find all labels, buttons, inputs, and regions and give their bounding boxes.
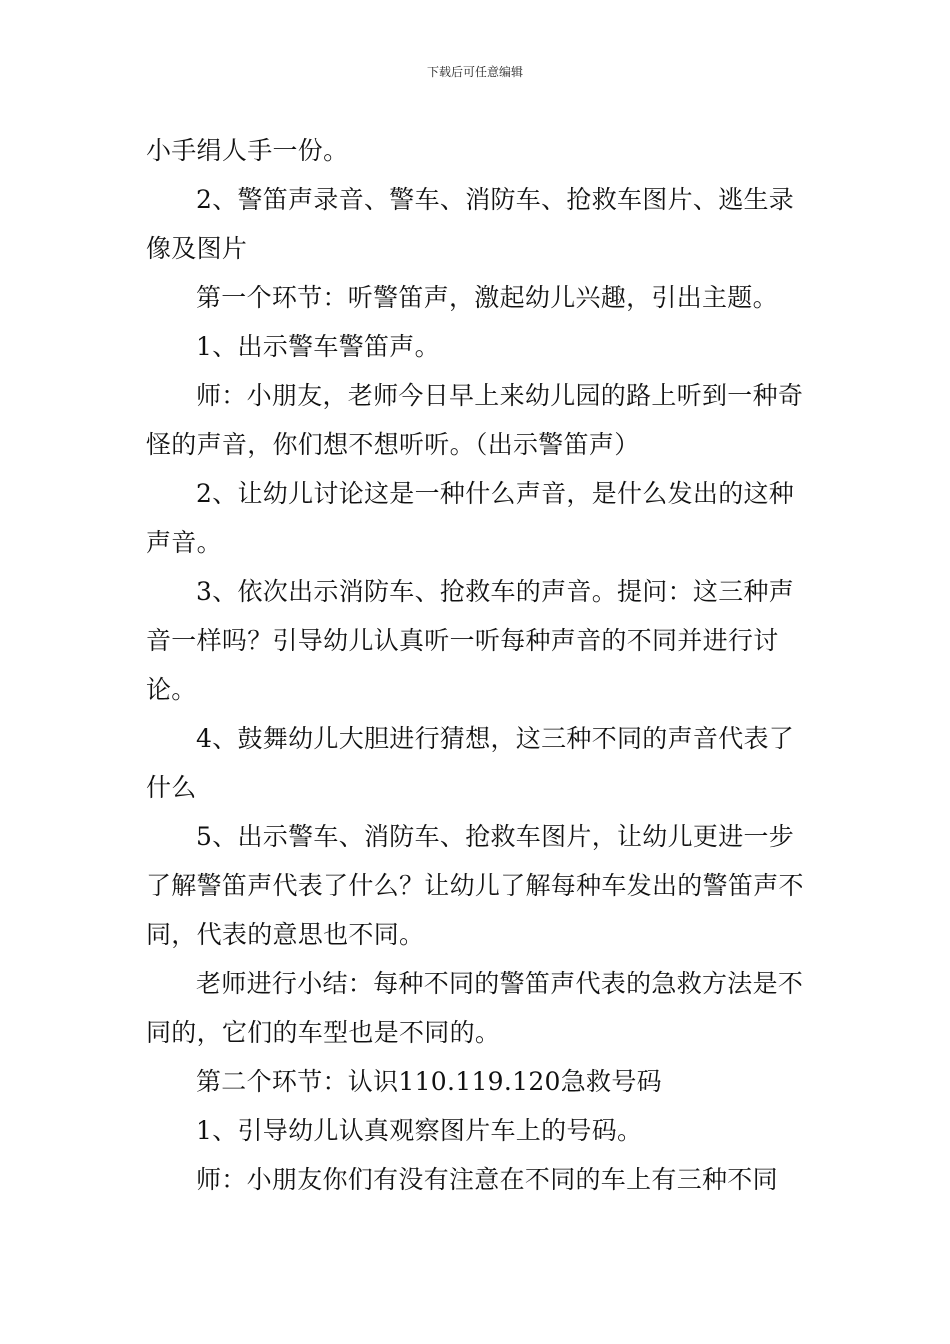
paragraph: 第二个环节：认识110.119.120急救号码 <box>196 1067 662 1096</box>
paragraph: 师：小朋友你们有没有注意在不同的车上有三种不同 <box>196 1165 778 1194</box>
paragraph: 第一个环节：听警笛声，激起幼儿兴趣，引出主题。 <box>196 283 778 312</box>
paragraph: 小手绢人手一份。 <box>146 136 349 165</box>
page-header: 下载后可任意编辑 <box>426 65 523 79</box>
paragraph: 5、出示警车、消防车、抢救车图片，让幼儿更进一步了解警笛声代表了什么？让幼儿了解每种车发出的警笛声不同，代表的意思也不同。 <box>146 822 804 949</box>
paragraph: 1、出示警车警笛声。 <box>196 332 440 361</box>
paragraph: 2、让幼儿讨论这是一种什么声音，是什么发出的这种声音。 <box>146 479 795 557</box>
paragraph: 老师进行小结：每种不同的警笛声代表的急救方法是不同的，它们的车型也是不同的。 <box>146 969 804 1047</box>
paragraph: 1、引导幼儿认真观察图片车上的号码。 <box>196 1116 643 1145</box>
paragraph: 3、依次出示消防车、抢救车的声音。提问：这三种声音一样吗？引导幼儿认真听一听每种声音的不同并进行讨论。 <box>146 577 795 704</box>
paragraph: 4、鼓舞幼儿大胆进行猜想，这三种不同的声音代表了什么 <box>146 724 795 802</box>
paragraph: 2、警笛声录音、警车、消防车、抢救车图片、逃生录像及图片 <box>146 185 795 263</box>
paragraph: 师：小朋友，老师今日早上来幼儿园的路上听到一种奇怪的声音，你们想不想听听。（出示警笛声） <box>146 381 804 459</box>
document-body <box>146 126 808 1204</box>
